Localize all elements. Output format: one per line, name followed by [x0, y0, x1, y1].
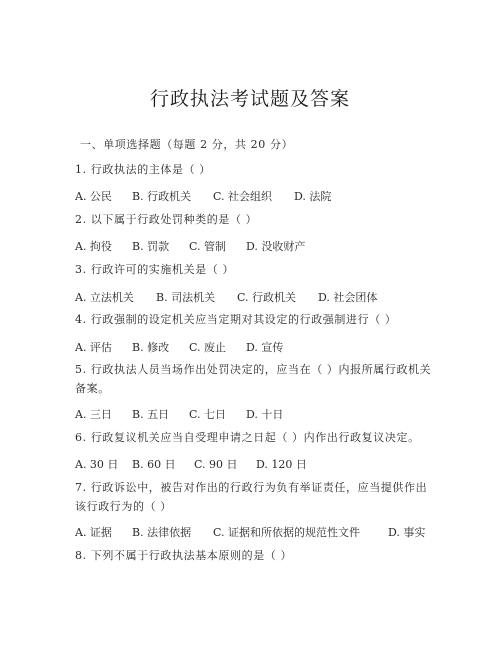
- question-7: 7. 行政诉讼中，被告对作出的行政行为负有举证责任，应当提供作出该行政行为的（ ）: [75, 481, 428, 513]
- option: D. 宣传: [246, 341, 284, 354]
- option: C. 七日: [189, 408, 227, 421]
- option: B. 行政机关: [132, 190, 192, 203]
- option: A. 立法机关: [75, 291, 134, 304]
- option: C. 90 日: [194, 458, 238, 471]
- question-2: 2. 以下属于行政处罚种类的是（ ）: [75, 213, 258, 226]
- options-5: [75, 406, 283, 422]
- option: C. 证据和所依据的规范性文件: [213, 526, 361, 539]
- option: C. 社会组织: [213, 190, 273, 203]
- option: B. 罚款: [132, 240, 170, 253]
- option: C. 管制: [189, 240, 227, 253]
- option: D. 法院: [294, 190, 332, 203]
- options-4: [75, 339, 283, 355]
- option: D. 十日: [246, 408, 284, 421]
- options-7: [75, 524, 425, 540]
- question-3: 3. 行政许可的实施机关是（ ）: [75, 263, 235, 276]
- option: D. 事实: [388, 526, 426, 539]
- question-5: 5. 行政执法人员当场作出处罚决定的，应当在（ ）内报所属行政机关备案。: [75, 363, 432, 395]
- option: C. 废止: [189, 341, 227, 354]
- section-heading: 一、单项选择题（每题 2 分，共 20 分）: [80, 138, 294, 151]
- option: A. 三日: [75, 408, 112, 421]
- option: B. 司法机关: [156, 291, 216, 304]
- option: B. 五日: [132, 408, 170, 421]
- options-2: [75, 238, 305, 254]
- option: B. 修改: [132, 341, 170, 354]
- option: A. 30 日: [75, 458, 119, 471]
- question-4: 4. 行政强制的设定机关应当定期对其设定的行政强制进行（ ）: [75, 313, 397, 326]
- option: A. 证据: [75, 526, 112, 539]
- options-6: [75, 456, 307, 472]
- option: B. 法律依据: [132, 526, 192, 539]
- option: A. 评估: [75, 341, 112, 354]
- option: D. 社会团体: [318, 291, 378, 304]
- option: A. 拘役: [75, 240, 112, 253]
- option: C. 行政机关: [237, 291, 297, 304]
- options-1: [75, 188, 331, 204]
- page-title: 行政执法考试题及答案: [149, 88, 350, 110]
- question-1: 1. 行政执法的主体是（ ）: [75, 163, 211, 176]
- question-6: 6. 行政复议机关应当自受理申请之日起（ ）内作出行政复议决定。: [75, 431, 420, 444]
- options-3: [75, 289, 377, 305]
- option: A. 公民: [75, 190, 112, 203]
- option: D. 没收财产: [246, 240, 306, 253]
- question-8: 8. 下列不属于行政执法基本原则的是（ ）: [75, 549, 293, 562]
- option: D. 120 日: [256, 458, 307, 471]
- option: B. 60 日: [132, 458, 176, 471]
